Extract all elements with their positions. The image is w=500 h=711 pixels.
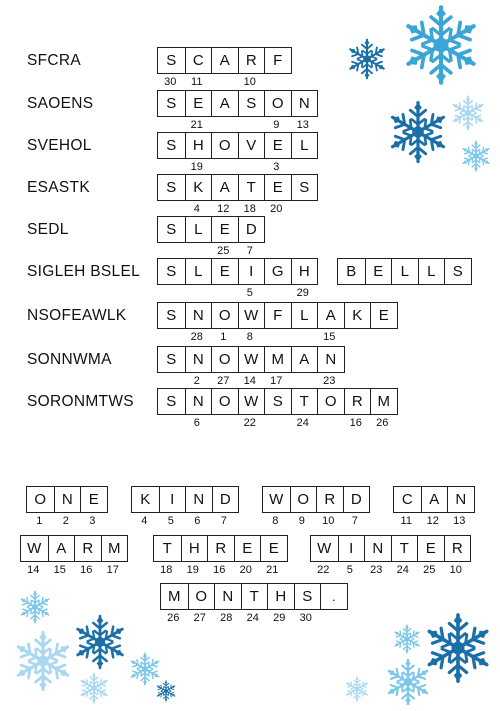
answer-word xyxy=(157,132,318,159)
code-number xyxy=(157,417,184,429)
code-number: 7 xyxy=(220,515,227,527)
scrambled-word: SONNWMA xyxy=(27,351,112,368)
scrambled-word: SEDL xyxy=(27,221,69,238)
code-number: 2 xyxy=(62,515,69,527)
letter-cell[interactable]: M xyxy=(168,588,181,605)
phrase-word xyxy=(153,535,288,562)
code-number xyxy=(343,331,370,343)
code-number xyxy=(263,287,290,299)
letter-cell[interactable]: T xyxy=(162,540,172,557)
letter-cell[interactable]: H xyxy=(291,259,318,284)
code-number xyxy=(157,287,184,299)
answer-word-2 xyxy=(337,258,472,285)
letter-cell[interactable]: E xyxy=(370,303,397,328)
code-number xyxy=(157,375,184,387)
letter-cell[interactable]: N xyxy=(317,347,344,372)
code-number: 24 xyxy=(246,612,259,624)
letter-cell[interactable]: C xyxy=(185,48,212,73)
letter-cell[interactable]: W xyxy=(27,540,42,557)
code-number: 27 xyxy=(193,612,206,624)
code-number: 19 xyxy=(190,161,203,173)
letter-cell[interactable]: O xyxy=(317,389,344,414)
code-number: 11 xyxy=(400,515,412,527)
letter-cell[interactable]: L xyxy=(291,133,318,158)
phrase-word xyxy=(20,535,128,562)
snowflake-icon xyxy=(392,624,422,654)
code-number xyxy=(263,417,290,429)
code-number: 21 xyxy=(190,119,203,131)
code-numbers xyxy=(20,564,126,576)
scrambled-word: SORONMTWS xyxy=(27,393,134,410)
letter-cell[interactable]: L xyxy=(391,259,418,284)
scrambled-word: SFCRA xyxy=(27,52,82,69)
code-number: 17 xyxy=(106,564,119,576)
letter-cell[interactable]: T xyxy=(291,389,318,414)
letter-cell[interactable]: N xyxy=(185,303,212,328)
code-numbers xyxy=(262,515,368,527)
letter-cell[interactable]: R xyxy=(238,48,265,73)
letter-cell[interactable]: R xyxy=(444,536,471,561)
answer-word xyxy=(157,346,345,373)
code-number: 2 xyxy=(193,375,200,387)
code-number: 11 xyxy=(191,76,203,88)
letter-cell[interactable]: E xyxy=(185,91,212,116)
letter-cell[interactable]: M xyxy=(264,347,291,372)
snowflake-icon xyxy=(384,658,432,706)
letter-cell[interactable]: O xyxy=(211,389,238,414)
code-number: 22 xyxy=(317,564,330,576)
code-number: 23 xyxy=(323,375,336,387)
letter-cell[interactable]: M xyxy=(370,389,397,414)
answer-word xyxy=(157,388,398,415)
letter-cell[interactable]: L xyxy=(291,303,318,328)
letter-cell[interactable]: C xyxy=(401,491,413,508)
letter-cell[interactable]: O xyxy=(264,91,291,116)
letter-cell[interactable]: T xyxy=(238,175,265,200)
letter-cell[interactable]: N xyxy=(364,536,391,561)
code-numbers xyxy=(310,564,469,576)
code-number: 20 xyxy=(239,564,252,576)
code-number: 9 xyxy=(298,515,305,527)
snowflake-icon xyxy=(450,95,486,131)
code-numbers xyxy=(157,161,316,173)
code-number: 15 xyxy=(53,564,66,576)
code-number xyxy=(157,203,184,215)
phrase-word xyxy=(26,486,108,513)
letter-cell[interactable]: S xyxy=(166,137,177,154)
letter-cell[interactable]: T xyxy=(391,536,418,561)
answer-word xyxy=(157,90,318,117)
snowflake-icon xyxy=(344,676,370,702)
code-numbers xyxy=(157,417,396,429)
code-number: 3 xyxy=(89,515,96,527)
code-number: 18 xyxy=(160,564,173,576)
letter-cell[interactable]: M xyxy=(101,536,128,561)
code-number: 24 xyxy=(396,564,409,576)
code-numbers xyxy=(153,564,286,576)
code-number: 30 xyxy=(164,76,177,88)
letter-cell[interactable]: W xyxy=(238,347,265,372)
code-numbers xyxy=(157,203,316,215)
letter-cell[interactable]: K xyxy=(344,303,371,328)
code-number: 5 xyxy=(167,515,174,527)
letter-cell[interactable]: I xyxy=(238,259,265,284)
code-number xyxy=(210,161,237,173)
code-numbers xyxy=(157,76,290,88)
letter-cell[interactable]: N xyxy=(291,91,318,116)
snowflake-icon xyxy=(78,672,110,704)
phrase-word xyxy=(262,486,370,513)
code-number xyxy=(263,76,290,88)
snowflake-icon xyxy=(346,38,388,80)
letter-cell[interactable]: N xyxy=(54,487,81,512)
phrase-word xyxy=(160,583,348,610)
letter-cell[interactable]: E xyxy=(80,487,107,512)
code-numbers xyxy=(157,245,263,257)
code-number: 16 xyxy=(349,417,362,429)
code-number: 17 xyxy=(270,375,283,387)
code-number xyxy=(369,331,396,343)
letter-cell[interactable]: W xyxy=(238,303,265,328)
code-number: 23 xyxy=(370,564,383,576)
letter-cell[interactable]: G xyxy=(264,259,291,284)
code-number: 20 xyxy=(270,203,283,215)
code-number: 25 xyxy=(217,245,230,257)
letter-cell[interactable]: R xyxy=(207,536,234,561)
letter-cell[interactable]: O xyxy=(211,133,238,158)
letter-cell[interactable]: I xyxy=(338,536,365,561)
code-number xyxy=(237,119,264,131)
code-number: 1 xyxy=(36,515,43,527)
code-number: 10 xyxy=(449,564,462,576)
letter-cell[interactable]: R xyxy=(74,536,101,561)
code-number: 1 xyxy=(220,331,227,343)
letter-cell[interactable]: D xyxy=(212,487,239,512)
letter-cell[interactable]: S xyxy=(166,263,177,280)
answer-word xyxy=(157,216,265,243)
code-number: 13 xyxy=(296,119,309,131)
letter-cell[interactable]: O xyxy=(211,347,238,372)
code-number: 30 xyxy=(299,612,312,624)
code-number: 26 xyxy=(376,417,389,429)
code-number: 14 xyxy=(243,375,256,387)
code-number: 7 xyxy=(246,245,253,257)
code-number: 28 xyxy=(220,612,233,624)
code-number: 29 xyxy=(273,612,286,624)
letter-cell[interactable]: L xyxy=(185,259,212,284)
phrase-word xyxy=(131,486,239,513)
letter-cell[interactable]: A xyxy=(211,48,238,73)
letter-cell[interactable]: S xyxy=(166,351,177,368)
letter-cell[interactable]: F xyxy=(264,48,291,73)
code-number: 27 xyxy=(217,375,230,387)
snowflake-icon xyxy=(386,100,450,164)
scrambled-word: SAOENS xyxy=(27,95,94,112)
code-number xyxy=(157,161,184,173)
code-number: 3 xyxy=(273,161,280,173)
snowflake-icon xyxy=(72,614,128,670)
letter-cell[interactable]: A xyxy=(211,91,238,116)
letter-cell[interactable]: S xyxy=(238,91,265,116)
scrambled-word: NSOFEAWLK xyxy=(27,307,127,324)
scrambled-word: ESASTK xyxy=(27,179,90,196)
code-number xyxy=(290,203,317,215)
letter-cell[interactable]: H xyxy=(267,584,294,609)
code-number xyxy=(237,161,264,173)
letter-cell[interactable]: S xyxy=(166,95,177,112)
code-number: 5 xyxy=(346,564,353,576)
letter-cell[interactable]: H xyxy=(185,133,212,158)
code-number: 7 xyxy=(351,515,358,527)
letter-cell[interactable]: S xyxy=(166,307,177,324)
code-number xyxy=(263,331,290,343)
code-number: 15 xyxy=(323,331,336,343)
code-number xyxy=(210,119,237,131)
letter-cell[interactable]: L xyxy=(185,217,212,242)
scrambled-word: SIGLEH BSLEL xyxy=(27,263,141,280)
phrase-word xyxy=(393,486,475,513)
letter-cell[interactable]: N xyxy=(447,487,474,512)
letter-cell[interactable]: B xyxy=(346,263,357,280)
answer-word xyxy=(157,174,318,201)
letter-cell[interactable]: L xyxy=(418,259,445,284)
code-number xyxy=(157,245,184,257)
code-number: 18 xyxy=(243,203,256,215)
code-number xyxy=(184,245,211,257)
letter-cell[interactable]: E xyxy=(264,175,291,200)
letter-cell[interactable]: K xyxy=(185,175,212,200)
letter-cell[interactable]: N xyxy=(185,347,212,372)
letter-cell[interactable]: . xyxy=(320,584,347,609)
code-number xyxy=(290,331,317,343)
letter-cell[interactable]: E xyxy=(211,259,238,284)
letter-cell[interactable]: D xyxy=(238,217,265,242)
code-number: 6 xyxy=(193,417,200,429)
letter-cell[interactable]: E xyxy=(234,536,261,561)
code-number xyxy=(157,331,184,343)
answer-word xyxy=(157,302,398,329)
answer-word xyxy=(157,47,292,74)
scrambled-word: SVEHOL xyxy=(27,137,92,154)
letter-cell[interactable]: N xyxy=(214,584,241,609)
code-number: 16 xyxy=(213,564,226,576)
letter-cell[interactable]: S xyxy=(291,175,318,200)
letter-cell[interactable]: F xyxy=(264,303,291,328)
code-number: 4 xyxy=(141,515,148,527)
code-number: 8 xyxy=(246,331,253,343)
code-number: 25 xyxy=(423,564,436,576)
snowflake-icon xyxy=(18,590,52,624)
answer-word xyxy=(157,258,318,285)
letter-cell[interactable]: D xyxy=(343,487,370,512)
letter-cell[interactable]: E xyxy=(264,133,291,158)
snowflake-icon xyxy=(460,140,492,172)
code-number: 6 xyxy=(194,515,201,527)
code-number: 12 xyxy=(217,203,230,215)
letter-cell[interactable]: I xyxy=(159,487,186,512)
code-number: 4 xyxy=(193,203,200,215)
code-number: 22 xyxy=(243,417,256,429)
letter-cell[interactable]: T xyxy=(241,584,268,609)
letter-cell[interactable]: R xyxy=(316,487,343,512)
letter-cell[interactable]: S xyxy=(166,179,177,196)
letter-cell[interactable]: S xyxy=(294,584,321,609)
letter-cell[interactable]: W xyxy=(269,491,284,508)
letter-cell[interactable]: E xyxy=(417,536,444,561)
letter-cell[interactable]: S xyxy=(444,259,471,284)
code-number: 21 xyxy=(266,564,279,576)
letter-cell[interactable]: S xyxy=(166,52,177,69)
letter-cell[interactable]: R xyxy=(344,389,371,414)
letter-cell[interactable]: E xyxy=(365,259,392,284)
code-number: 5 xyxy=(246,287,253,299)
letter-cell[interactable]: S xyxy=(166,221,177,238)
code-number xyxy=(184,287,211,299)
letter-cell[interactable]: A xyxy=(317,303,344,328)
code-number: 19 xyxy=(186,564,199,576)
letter-cell[interactable]: W xyxy=(238,389,265,414)
code-number: 12 xyxy=(426,515,439,527)
code-number: 14 xyxy=(27,564,40,576)
code-numbers xyxy=(157,375,343,387)
code-numbers xyxy=(26,515,106,527)
code-number: 28 xyxy=(190,331,203,343)
code-number xyxy=(210,417,237,429)
letter-cell[interactable]: E xyxy=(260,536,287,561)
code-number: 24 xyxy=(296,417,309,429)
phrase-word xyxy=(310,535,471,562)
code-number xyxy=(316,417,343,429)
snowflake-icon xyxy=(12,630,74,692)
letter-cell[interactable]: S xyxy=(264,389,291,414)
code-number: 13 xyxy=(453,515,466,527)
code-number: 26 xyxy=(167,612,180,624)
letter-cell[interactable]: O xyxy=(34,491,47,508)
code-number: 10 xyxy=(322,515,335,527)
letter-cell[interactable]: A xyxy=(211,175,238,200)
code-number xyxy=(319,612,346,624)
letter-cell[interactable]: N xyxy=(185,389,212,414)
letter-cell[interactable]: A xyxy=(48,536,75,561)
code-number xyxy=(290,375,317,387)
letter-cell[interactable]: W xyxy=(317,540,332,557)
code-number xyxy=(210,76,237,88)
code-numbers xyxy=(160,612,346,624)
letter-cell[interactable]: O xyxy=(211,303,238,328)
code-number: 29 xyxy=(296,287,309,299)
letter-cell[interactable]: A xyxy=(291,347,318,372)
code-numbers xyxy=(157,287,316,299)
code-number xyxy=(210,287,237,299)
code-number xyxy=(290,161,317,173)
letter-cell[interactable]: K xyxy=(140,491,151,508)
letter-cell[interactable]: V xyxy=(238,133,265,158)
code-number: 9 xyxy=(273,119,280,131)
code-number xyxy=(157,119,184,131)
letter-cell[interactable]: O xyxy=(290,487,317,512)
code-numbers xyxy=(393,515,473,527)
code-number: 10 xyxy=(243,76,256,88)
letter-cell[interactable]: A xyxy=(421,487,448,512)
code-numbers xyxy=(157,119,316,131)
snowflake-icon xyxy=(422,612,494,684)
letter-cell[interactable]: O xyxy=(188,584,215,609)
code-number: 16 xyxy=(80,564,93,576)
letter-cell[interactable]: N xyxy=(185,487,212,512)
code-number: 8 xyxy=(272,515,279,527)
letter-cell[interactable]: H xyxy=(181,536,208,561)
snowflake-icon xyxy=(155,680,177,702)
snowflake-icon xyxy=(400,4,482,86)
letter-cell[interactable]: E xyxy=(211,217,238,242)
code-numbers xyxy=(131,515,237,527)
letter-cell[interactable]: S xyxy=(166,393,177,410)
code-numbers xyxy=(157,331,396,343)
